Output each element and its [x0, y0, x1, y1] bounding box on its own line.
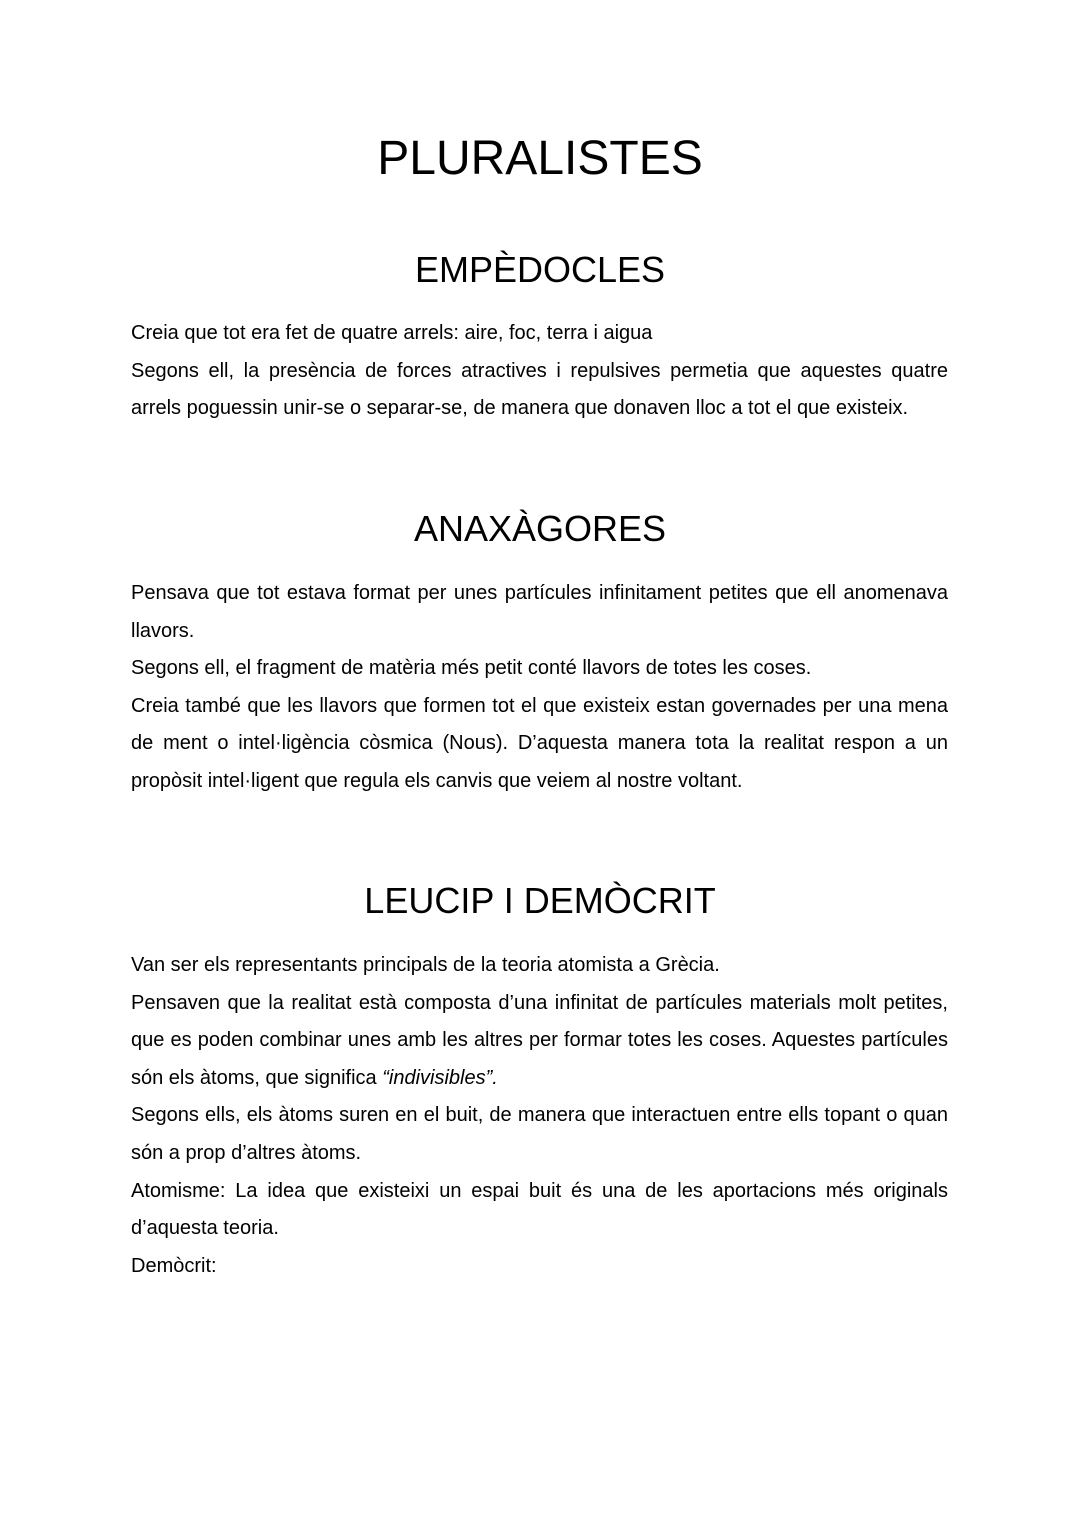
section-heading-anaxagores: ANAXÀGORES — [413, 508, 667, 549]
paragraph: Creia que tot era fet de quatre arrels: aire, foc, terra i aigua — [131, 322, 653, 344]
paragraph-atoms-text: Pensaven que la realitat està composta d’una infinitat de partícules materials molt petites, que es poden combinar unes amb les altres per formar totes les coses. Aquestes partícules són els àtoms, que significa — [131, 991, 948, 1089]
paragraph-atoms — [131, 985, 948, 1098]
section-heading-empedocles: EMPÈDOCLES — [414, 249, 666, 290]
paragraph: Pensava que tot estava format per unes partícules infinitament petites que ell anomenava llavors. — [131, 582, 948, 642]
section-heading-leucip-democrit: LEUCIP I DEMÒCRIT — [364, 880, 716, 921]
paragraph: Demòcrit: — [131, 1254, 217, 1277]
paragraph: Segons ells, els àtoms suren en el buit, de manera que interactuen entre ells topant o quan són a prop d’altres àtoms. — [131, 1104, 948, 1164]
page-title: PLURALISTES — [377, 132, 703, 185]
paragraph: Van ser els representants principals de la teoria atomista a Grècia. — [131, 954, 720, 976]
section-body-anaxagores — [131, 575, 948, 801]
paragraph: Segons ell, el fragment de matèria més petit conté llavors de totes les coses. — [131, 657, 812, 680]
paragraph: Creia també que les llavors que formen tot el que existeix estan governades per una mena de ment o intel·ligència còsmica (Nous). D’aquesta manera tota la realitat respon a un propòsit intel·ligent que regula els canvis que veiem al nostre voltant. — [131, 694, 948, 792]
section-body-empedocles — [131, 315, 948, 428]
paragraph: Atomisme: La idea que existeixi un espai buit és una de les aportacions més originals d’aquesta teoria. — [131, 1179, 948, 1240]
section-body-leucip-democrit — [131, 947, 948, 1285]
paragraph-atoms-emphasis: “indivisibles”. — [382, 1066, 498, 1089]
paragraph: Segons ell, la presència de forces atractives i repulsives permetia que aquestes quatre arrels poguessin unir-se o separar-se, de manera que donaven lloc a tot el que existeix. — [131, 359, 948, 420]
